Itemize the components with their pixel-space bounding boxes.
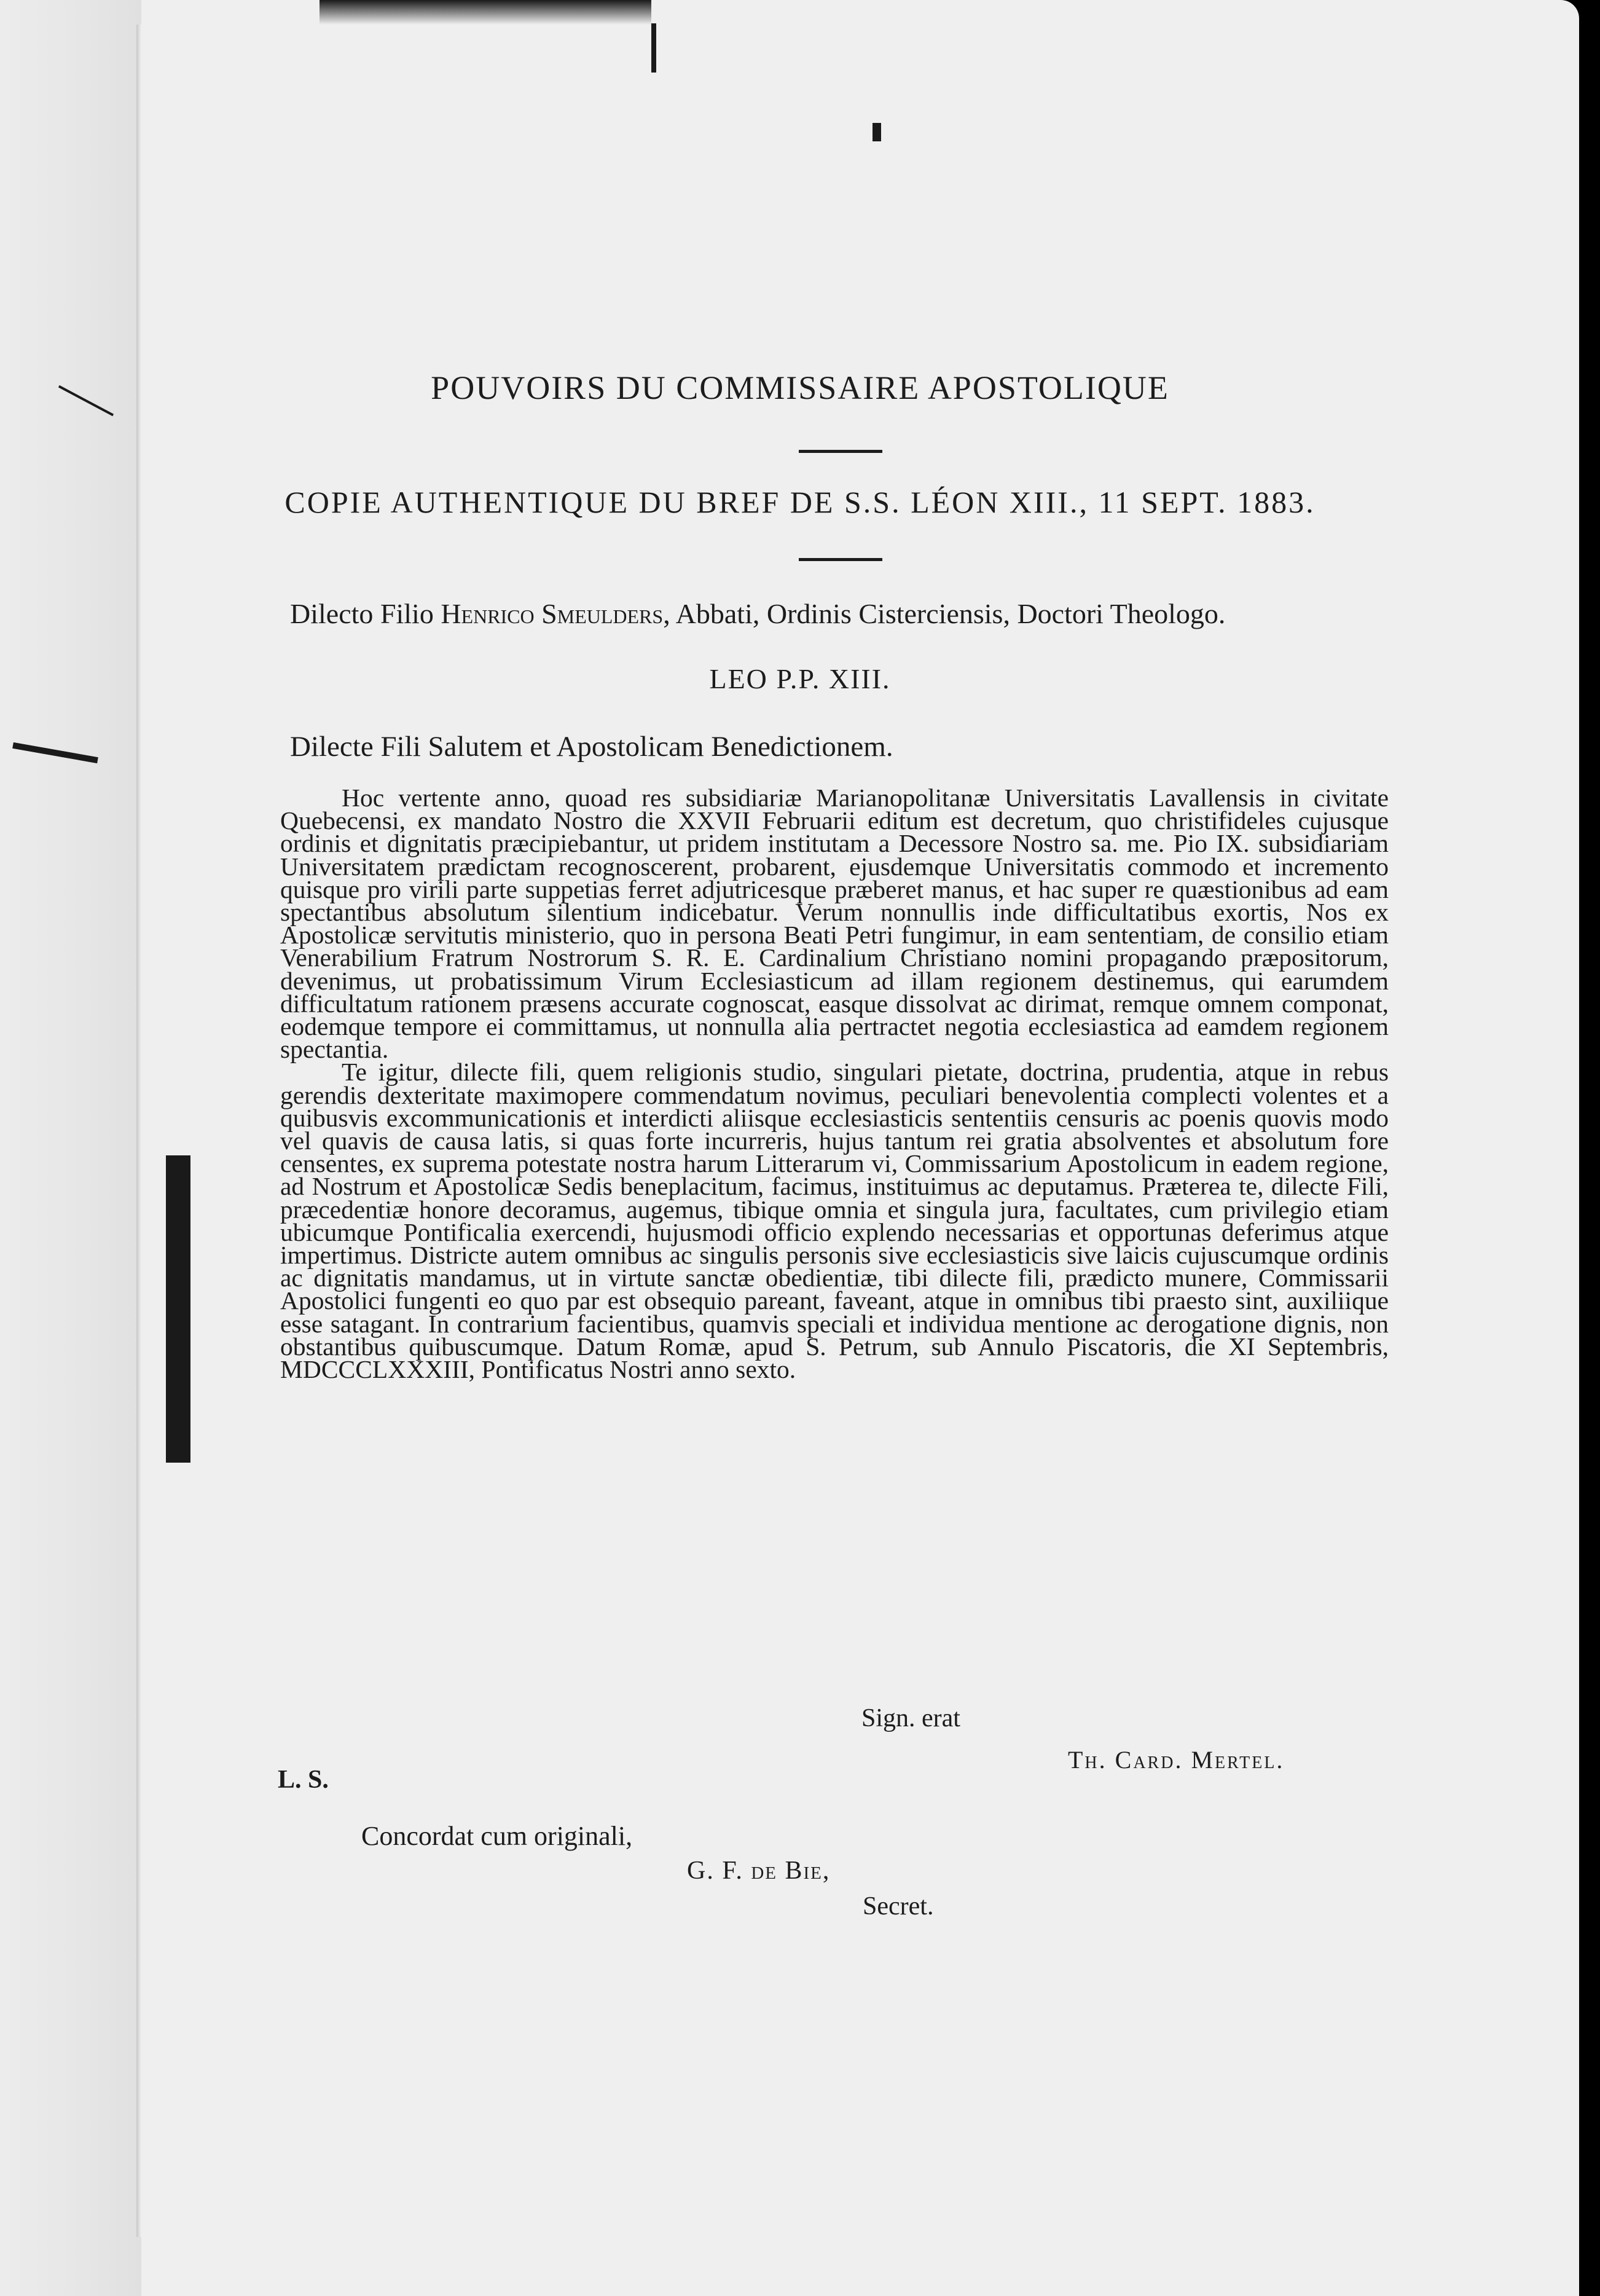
- address-prefix: Dilecto Filio: [290, 598, 434, 629]
- address-name: Henrico Smeulders: [441, 598, 664, 629]
- seal-mark: L. S.: [278, 1766, 329, 1794]
- salutation: Dilecte Fili Salutem et Apostolicam Benedictionem.: [290, 731, 893, 763]
- brief-body: [280, 784, 1389, 1384]
- address-line: [290, 597, 1371, 630]
- pope-name: LEO P.P. XIII.: [709, 663, 891, 694]
- folded-page-edge: [0, 0, 141, 2296]
- paragraph: Te igitur, dilecte fili, quem religionis studio, singulari pietate, doctrina, prudentia, atque in rebus gerendis dexteritate maximopere commendatum novimus, peculiari benevolentia complecti volentes et a quibusvis excommunicationis et interdicti aliisque ecclesiasticis sententiis censuris ac poenis quovis modo vel quavis de causa latis, si quas forte incurreris, hujus tantum rei gratia absolventes et absolutum fore censentes, ex suprema potestate nostra harum Litterarum vi, Commissarium Apostolicum in eadem regione, ad Nostrum et Apostolicæ Sedis beneplacitum, facimus, instituimus ac deputamus. Præterea te, dilecte Fili, præcedentiæ honore decoramus, augemus, tibique omnia et singula jura, facultates, cum privilegio etiam ubicumque Pontificalia exercendi, hujusmodi officio explendo necessarias et opportunas deferimus atque impertimus. Districte autem omnibus ac singulis personis sive ecclesiasticis sive laicis cujuscumque ordinis ac dignitatis mandamus, ut in virtute sanctæ obedientiæ, tibi dilecte fili, prædicto munere, Commissarii Apostolici fungenti eo quo par est obsequio pareant, faveant, atque in omnibus tibi praesto sint, auxiliique esse satagant. In contrarium facientibus, quamvis speciali et individua mentione ac derogatione dignis, non obstantibus quibuscumque. Datum Romæ, apud S. Petrum, sub Annulo Piscatoris, die XI Septembris, MDCCCLXXXIII, Pontificatus Nostri anno sexto.: [280, 1058, 1389, 1384]
- secretary-title: Secret.: [863, 1892, 934, 1921]
- document-subtitle: COPIE AUTHENTIQUE DU BREF DE S.S. LÉON XIII., 11 SEPT. 1883.: [284, 485, 1316, 519]
- concordat-line: Concordat cum originali,: [361, 1821, 633, 1851]
- subtitle-rule: [799, 558, 882, 561]
- document-title: POUVOIRS DU COMMISSAIRE APOSTOLIQUE: [431, 369, 1169, 406]
- top-edge-shadow: [320, 0, 651, 25]
- scan-mark: [651, 23, 656, 73]
- address-suffix: , Abbati, Ordinis Cisterciensis, Doctori Theologo.: [663, 598, 1226, 629]
- title-rule: [799, 450, 882, 453]
- scan-mark: [873, 123, 881, 141]
- paragraph: Hoc vertente anno, quoad res subsidiariæ Marianopolitanæ Universitatis Lavallensis in civitate Quebecensi, ex mandato Nostro die XXVII Februarii editum est decretum, quo christifideles cujusque ordinis et dignitatis præcipiebantur, ut pridem institutam a Decessore Nostro sa. me. Pio IX. subsidiariam Universitatem prædictam recognoscerent, probarent, ejusdemque Universitatis commodo et incremento quisque pro virili parte suppetias ferret adjutricesque præberet manus, et hac super re quæstionibus ad eam spectantibus absolutum silentium indicebatur. Verum nonnullis inde difficultatibus exortis, Nos ex Apostolicæ servitutis ministerio, quo in persona Beati Petri fungimur, in eam sententiam, de consilio etiam Venerabilium Fratrum Nostrorum S. R. E. Cardinalium Christiano nomini propagando præpositorum, devenimus, ut probatissimum Virum Ecclesiasticum ad illam regionem destinemus, qui earumdem difficultatum rationem præsens accurate cognoscat, easque dissolvat ac dirimat, remque omnem componat, eodemque tempore ei committamus, ut nonnulla alia pertractet negotia ecclesiastica ad eamdem regionem spectantia.: [280, 784, 1389, 1064]
- signer-name: Th. Card. Mertel.: [1068, 1746, 1285, 1774]
- scan-mark: [166, 1155, 190, 1463]
- secretary-name: G. F. de Bie,: [687, 1857, 831, 1885]
- fold-shadow: [136, 25, 141, 2237]
- sign-erat: Sign. erat: [861, 1704, 960, 1732]
